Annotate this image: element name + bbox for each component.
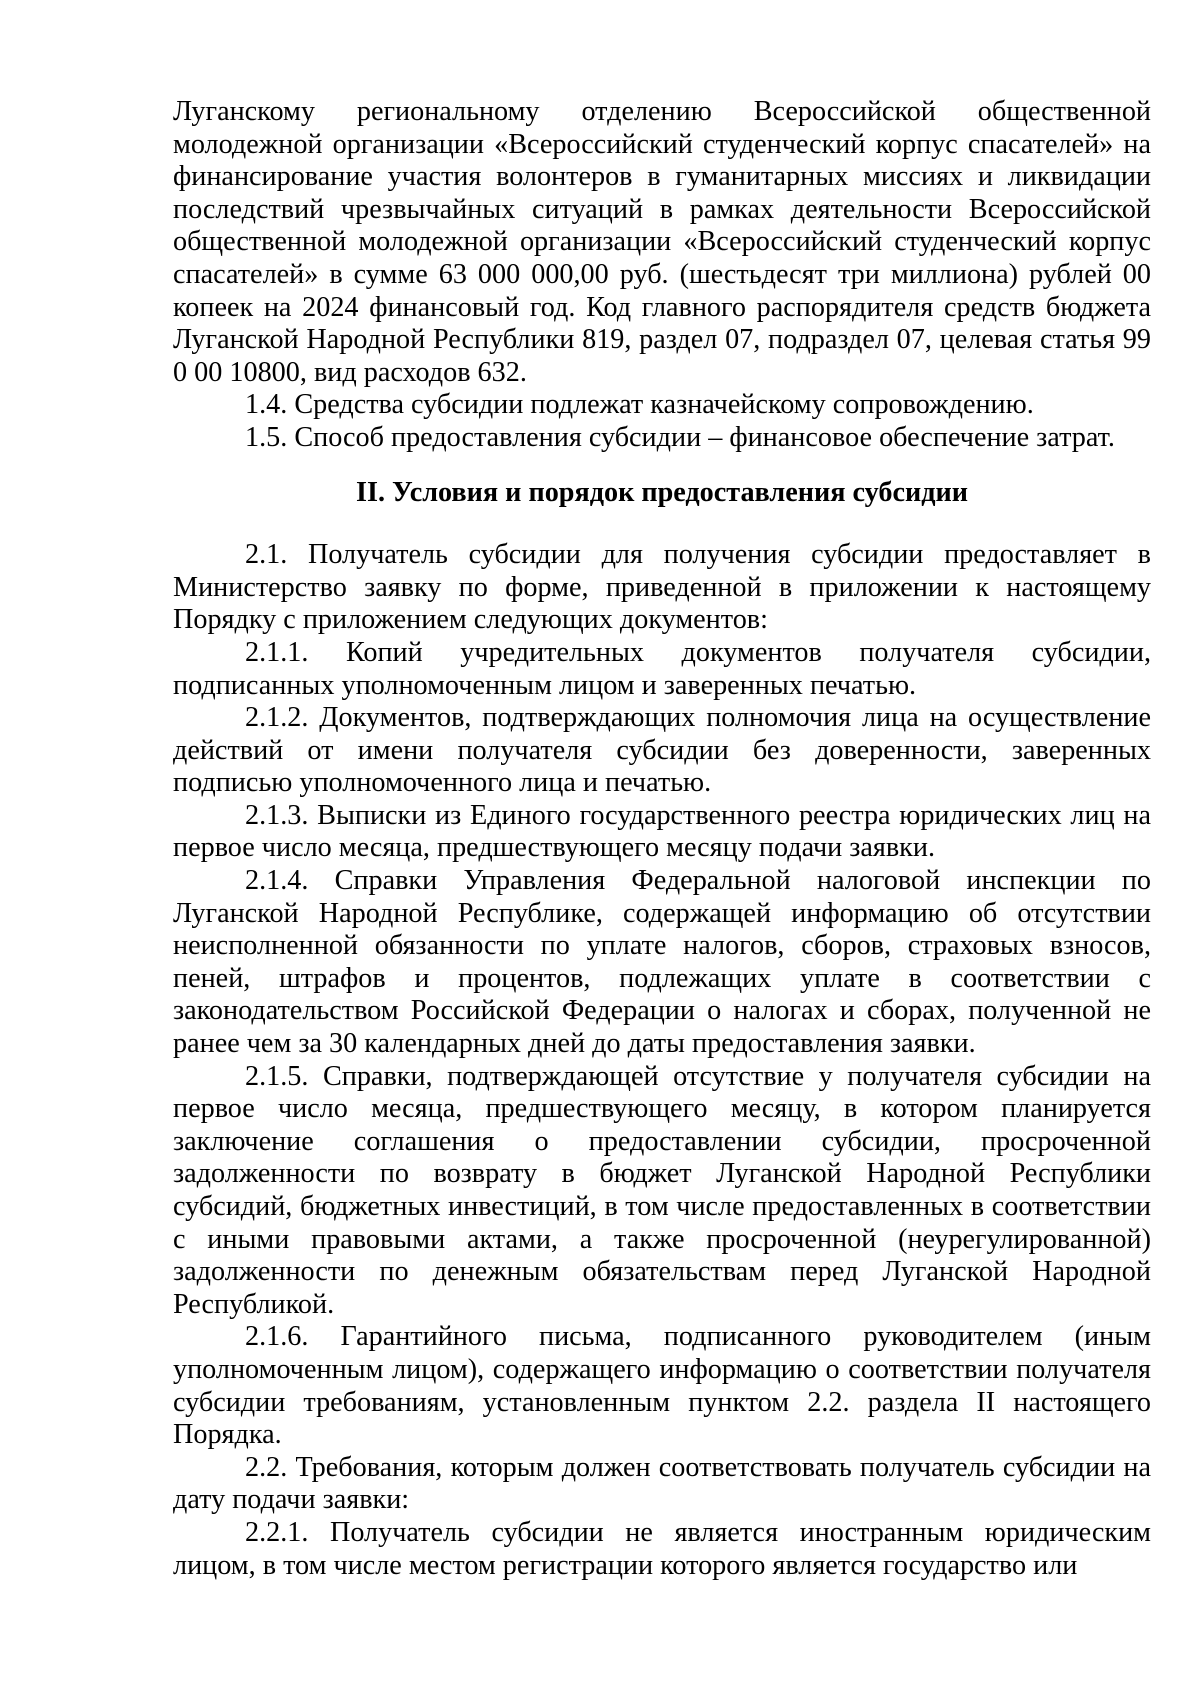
paragraph-2-1-4: 2.1.4. Справки Управления Федеральной налоговой инспекции по Луганской Народной Республике, содержащей информацию об отсутствии неисполненной обязанности по уплате налогов, сборов, страховых взносов, пеней, штрафов и процентов, подлежащих уплате в соответствии с законодательством Российской Федерации о налогах и сборах, полученной не ранее чем за 30 календарных дней до даты предоставления заявки. [173,865,1151,1060]
paragraph-2-1-6: 2.1.6. Гарантийного письма, подписанного руководителем (иным уполномоченным лицом), содержащего информацию о соответствии получателя субсидии требованиям, установленным пунктом 2.2. раздела II настоящего Порядка. [173,1321,1151,1451]
section-heading: II. Условия и порядок предоставления субсидии [356,476,968,508]
paragraph-1-3-continuation: Луганскому региональному отделению Всероссийской общественной молодежной организации «Всероссийский студенческий корпус спасателей» на финансирование участия волонтеров в гуманитарных миссиях и ликвидации последствий чрезвычайных ситуаций в рамках деятельности Всероссийской общественной молодежной организации «Всероссийский студенческий корпус спасателей» в сумме 63 000 000,00 руб. (шестьдесят три миллиона) рублей 00 копеек на 2024 финансовый год. Код главного распорядителя средств бюджета Луганской Народной Республики 819, раздел 07, подраздел 07, целевая статья 99 0 00 10800, вид расходов 632. [173,96,1151,388]
paragraph-2-1-5: 2.1.5. Справки, подтверждающей отсутствие у получателя субсидии на первое число месяца, предшествующего месяцу, в котором планируется заключение соглашения о предоставлении субсидии, просроченной задолженности по возврату в бюджет Луганской Народной Республики субсидий, бюджетных инвестиций, в том числе предоставленных в соответствии с иными правовыми актами, а также просроченной (неурегулированной) задолженности по денежным обязательствам перед Луганской Народной Республикой. [173,1060,1151,1320]
paragraph-2-1-2: 2.1.2. Документов, подтверждающих полномочия лица на осуществление действий от имени получателя субсидии без доверенности, заверенных подписью уполномоченного лица и печатью. [173,702,1151,799]
paragraph-2-1-3: 2.1.3. Выписки из Единого государственного реестра юридических лиц на первое число месяца, предшествующего месяцу подачи заявки. [173,799,1151,864]
paragraph-2-1-1: 2.1.1. Копий учредительных документов получателя субсидии, подписанных уполномоченным лицом и заверенных печатью. [173,636,1151,701]
paragraph-1-4: 1.4. Средства субсидии подлежат казначейскому сопровождению. [245,389,1034,421]
paragraph-2-1: 2.1. Получатель субсидии для получения субсидии предоставляет в Министерство заявку по форме, приведенной в приложении к настоящему Порядку с приложением следующих документов: [173,539,1151,636]
paragraph-2-2: 2.2. Требования, которым должен соответствовать получатель субсидии на дату подачи заявки: [173,1451,1151,1516]
document-body [173,96,1151,1582]
paragraph-2-2-1: 2.2.1. Получатель субсидии не является иностранным юридическим лицом, в том числе местом регистрации которого является государство или [173,1516,1151,1581]
paragraph-1-5: 1.5. Способ предоставления субсидии – финансовое обеспечение затрат. [245,421,1115,453]
